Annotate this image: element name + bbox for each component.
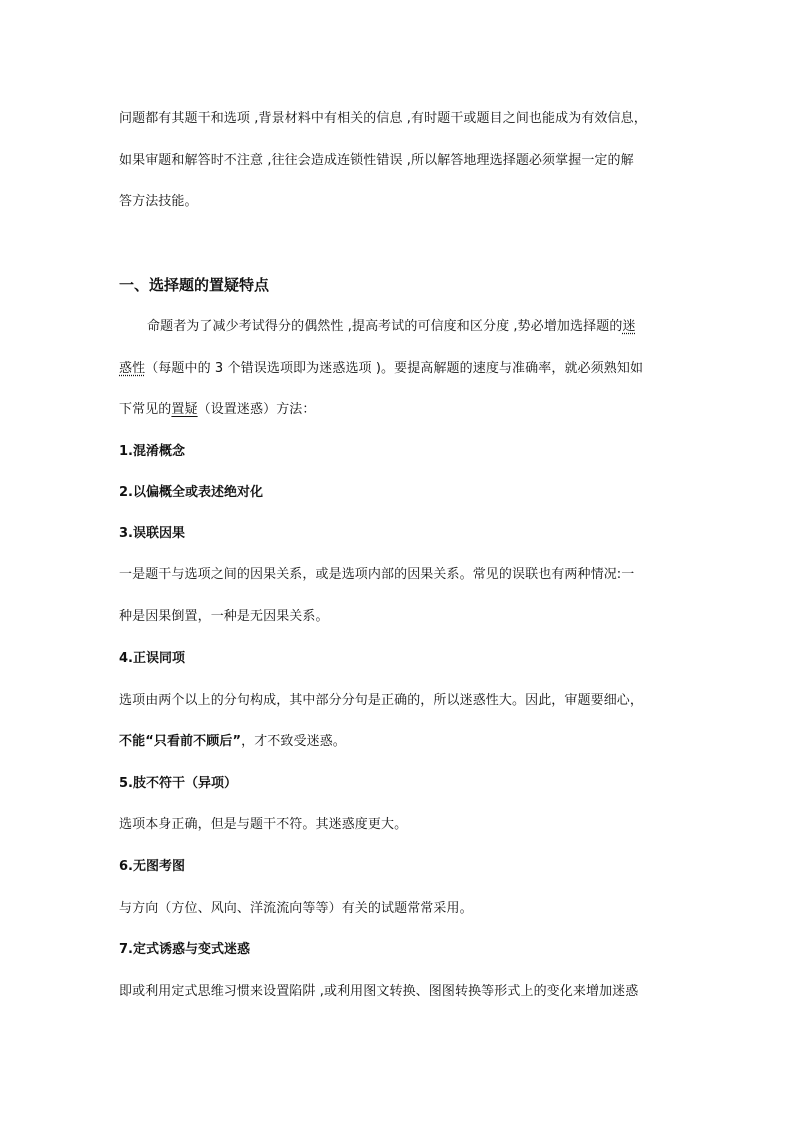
para-text: 命题者为了减少考试得分的偶然性 ,提高考试的可信度和区分度 ,势必增加选择题的 [147,319,623,334]
item-5-text: 选项本身正确，但是与题干不符。其迷惑度更大。 [119,817,408,832]
item-3-text-line-1: 一是题干与选项之间的因果关系，或是选项内部的因果关系。常见的误联也有两种情况:一 [119,567,635,582]
item-7-text: 即或利用定式思维习惯来设置陷阱 ,或利用图文转换、图图转换等形式上的变化来增加迷惑 [119,984,639,999]
item-heading-5: 5.肢不符干（异项） [119,776,237,791]
item-heading-4: 4.正误同项 [119,651,185,666]
item-heading-1: 1.混淆概念 [119,444,185,459]
item-6-text: 与方向（方位、风向、洋流流向等等）有关的试题常常采用。 [119,901,473,916]
section-heading: 一、选择题的置疑特点 [119,276,270,294]
item-4-text-line-2 [119,733,689,751]
item-heading-3: 3.误联因果 [119,526,185,541]
section-para-line-2 [119,360,689,378]
item-3-text-line-2: 种是因果倒置，一种是无因果关系。 [119,609,329,624]
item-heading-7: 7.定式诱惑与变式迷惑 [119,942,250,957]
item-heading-2: 2.以偏概全或表述绝对化 [119,485,263,500]
section-para-line-1 [147,318,687,336]
item-heading-6: 6.无图考图 [119,859,185,874]
intro-line-3: 答方法技能。 [119,194,198,209]
bold-phrase: 不能“只看前不顾后” [119,734,242,749]
para-text: ，才不致受迷惑。 [241,734,346,749]
underlined-term: 惑性 [119,361,146,376]
para-text: 下常见的 [119,402,172,417]
underlined-term: 迷 [622,319,636,334]
section-para-line-3 [119,401,689,419]
intro-line-1: 问题都有其题干和选项 ,背景材料中有相关的信息 ,有时题干或题目之间也能成为有效信息， [119,111,647,126]
intro-line-2: 如果审题和解答时不注意 ,往往会造成连锁性错误 ,所以解答地理选择题必须掌握一定的解 [119,153,634,168]
para-text: （每题中的 3 个错误选项即为迷惑选项 )。要提高解题的速度与准确率，就必须熟知如 [145,361,644,376]
para-text: （设置迷惑）方法： [197,402,316,417]
underlined-term: 置疑 [171,402,198,417]
item-4-text-line-1: 选项由两个以上的分句构成，其中部分分句是正确的，所以迷惑性大。因此，审题要细心， [119,693,644,708]
